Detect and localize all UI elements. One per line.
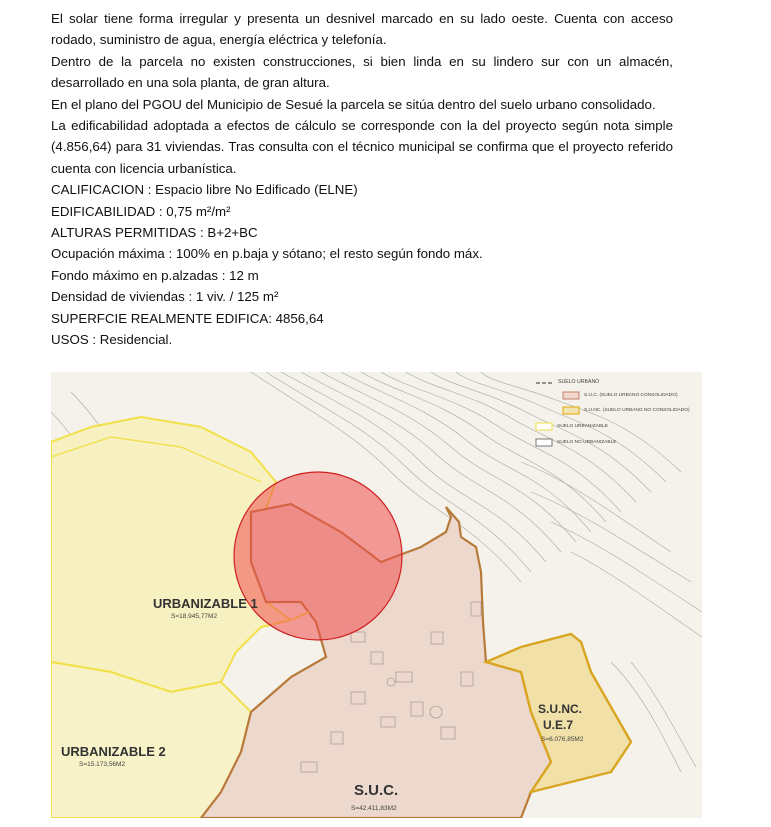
label-urbanizable-1: URBANIZABLE 1 bbox=[153, 596, 258, 611]
legend-swatches bbox=[536, 383, 579, 446]
spec-alturas: ALTURAS PERMITIDAS : B+2+BC bbox=[51, 225, 258, 241]
label-sunc: S.U.NC. bbox=[538, 702, 583, 716]
area-suc: S=42.411,83M2 bbox=[351, 805, 397, 812]
label-suc: S.U.C. bbox=[354, 782, 399, 799]
document-text bbox=[51, 8, 673, 351]
pgou-map bbox=[51, 372, 702, 818]
area-sunc: S=6.076,85M2 bbox=[541, 736, 584, 743]
spec-ocupacion: Ocupación máxima : 100% en p.baja y sótano; el resto según fondo máx. bbox=[51, 246, 483, 262]
spec-superficie: SUPERFCIE REALMENTE EDIFICA: 4856,64 bbox=[51, 310, 324, 326]
spec-densidad: Densidad de viviendas : 1 viv. / 125 m² bbox=[51, 289, 279, 305]
paragraph-site-description: El solar tiene forma irregular y presenta un desnivel marcado en su lado oeste. Cuenta con acceso rodado, suministro de agua, energía eléctrica y telefonía. bbox=[51, 11, 673, 48]
label-urbanizable-2: URBANIZABLE 2 bbox=[61, 744, 166, 759]
legend-suelo-urbano: SUELO URBANO bbox=[558, 379, 600, 385]
label-ue7: U.E.7 bbox=[543, 718, 574, 732]
legend-no-urbanizable: SUELO NO URBANIZABLE bbox=[557, 440, 617, 445]
area-urbanizable-2: S=15.173,56M2 bbox=[79, 761, 126, 768]
paragraph-pgou: En el plano del PGOU del Municipio de Sesué la parcela se sitúa dentro del suelo urbano consolidado. bbox=[51, 96, 656, 112]
paragraph-constructions: Dentro de la parcela no existen construcciones, si bien linda en su lindero sur con un almacén, desarrollado en una sola planta, de gran altura. bbox=[51, 53, 673, 91]
spec-fondo: Fondo máximo en p.alzadas : 12 m bbox=[51, 267, 259, 283]
legend-sunc: S.U.NC. (SUELO URBANO NO CONSOLIDADO) bbox=[584, 408, 690, 413]
legend-urbanizable: SUELO URBANIZABLE bbox=[557, 424, 608, 429]
legend-suc: S.U.C. (SUELO URBANO CONSOLIDADO) bbox=[584, 393, 678, 398]
paragraph-edificabilidad: La edificabilidad adoptada a efectos de cálculo se corresponde con la del proyecto según nota simple (4.856,64) para 31 viviendas. Tras consulta con el técnico municipal se confirma que el proyecto referido cuenta con licencia urbanística. bbox=[51, 118, 673, 176]
site-highlight-circle bbox=[234, 472, 402, 640]
spec-edificabilidad: EDIFICABILIDAD : 0,75 m²/m² bbox=[51, 203, 231, 219]
area-urbanizable-1: S=18.945,77M2 bbox=[171, 613, 218, 620]
spec-usos: USOS : Residencial. bbox=[51, 332, 173, 348]
spec-calificacion: CALIFICACION : Espacio libre No Edificado (ELNE) bbox=[51, 182, 358, 198]
